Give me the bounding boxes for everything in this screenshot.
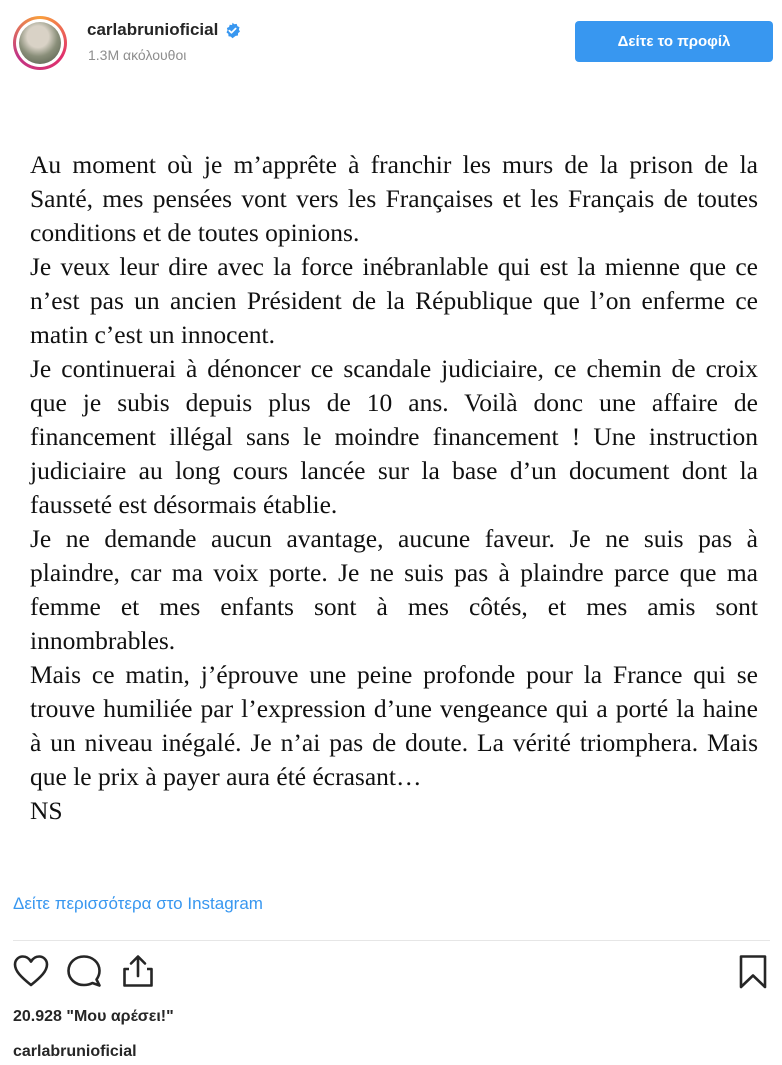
heart-icon[interactable] — [13, 954, 49, 993]
verified-badge-icon — [224, 22, 241, 39]
post-statement-text — [30, 148, 758, 828]
likes-count[interactable]: 20.928 "Μου αρέσει!" — [13, 1008, 174, 1025]
statement-paragraph: Je continuerai à dénoncer ce scandale judiciaire, ce chemin de croix que je subis depuis plus de 10 ans. Voilà donc une affaire de financement illégal sans le moindre financement ! Une instruction judiciaire au long cours lancée sur la base d’un document dont la fausseté est désormais établie. — [30, 354, 758, 519]
avatar[interactable] — [13, 16, 67, 70]
view-profile-button[interactable]: Δείτε το προφίλ — [575, 21, 773, 62]
post-image[interactable] — [0, 82, 782, 872]
statement-paragraph: Je veux leur dire avec la force inébranlable qui est la mienne que ce n’est pas un ancien Président de la République que l’on enferme ce matin c’est un innocent. — [30, 252, 758, 349]
statement-signature: NS — [30, 796, 63, 825]
statement-paragraph: Mais ce matin, j’éprouve une peine profonde pour la France qui se trouve humiliée par l’expression d’une vengeance qui a porté la haine à un niveau inégalé. Je n’ai pas de doute. La vérité triomphera. Mais que le prix à payer aura été écrasant… — [30, 660, 758, 791]
see-more-instagram-link[interactable]: Δείτε περισσότερα στο Instagram — [13, 894, 263, 913]
avatar-photo — [19, 22, 61, 64]
username[interactable]: carlabrunioficial — [87, 20, 219, 39]
statement-paragraph: Au moment où je m’apprête à franchir les murs de la prison de la Santé, mes pensées vont vers les Françaises et les Français de toutes conditions et de toutes opinions. — [30, 150, 758, 247]
username-row — [87, 20, 241, 40]
bookmark-icon[interactable] — [738, 954, 768, 995]
followers-count: 1.3M ακόλουθοι — [88, 47, 187, 63]
post-header — [0, 0, 782, 82]
comment-icon[interactable] — [66, 954, 102, 993]
statement-paragraph: Je ne demande aucun avantage, aucune faveur. Je ne suis pas à plaindre, car ma voix porte. Je ne suis pas à plaindre parce que ma femme et mes enfants sont à mes côtés, et mes amis sont innombrables. — [30, 524, 758, 655]
share-icon[interactable] — [120, 954, 156, 993]
caption-username[interactable]: carlabrunioficial — [13, 1043, 137, 1060]
divider — [13, 940, 770, 941]
